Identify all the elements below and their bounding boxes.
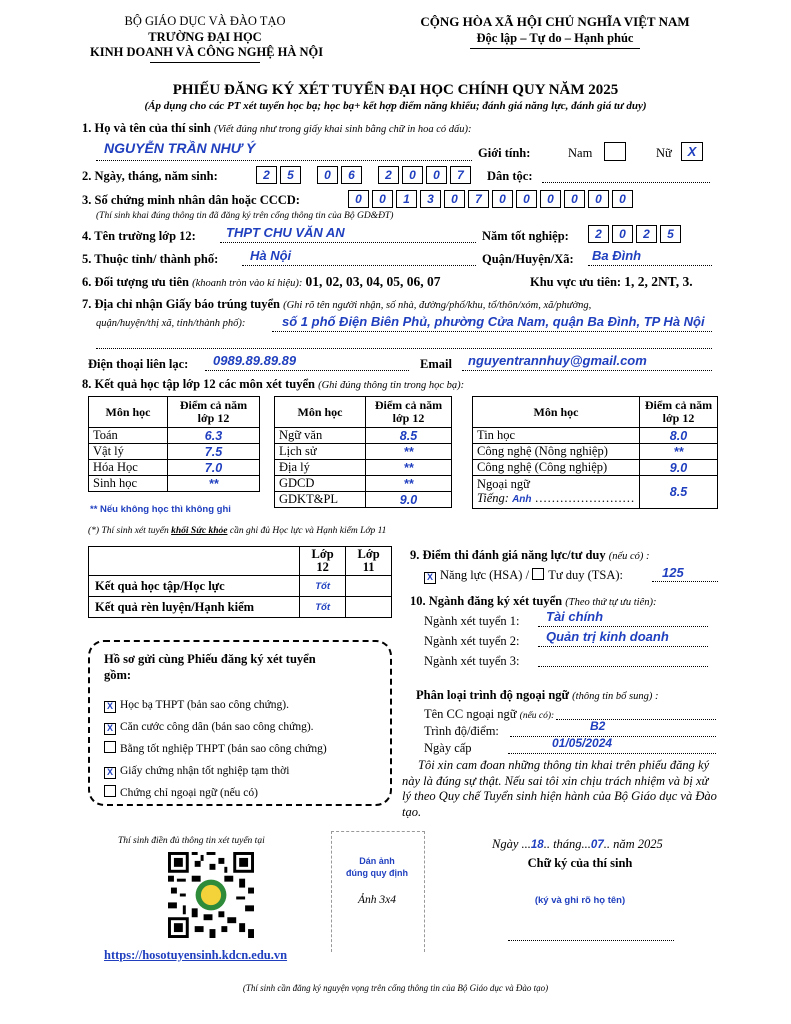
sign-title: Chữ ký của thí sinh <box>527 856 633 870</box>
grad-year-label: Năm tốt nghiệp: <box>482 229 569 243</box>
table-row: Kết quả học tập/Học lực Tốt <box>89 576 392 597</box>
table-row: GDKT&PL 9.0 <box>275 492 452 508</box>
id-note: (Thí sinh khai đúng thông tin đã đăng ký trên cổng thông tin của Bộ GD&ĐT) <box>96 211 394 221</box>
lang-cc-field[interactable] <box>556 708 716 720</box>
phone-field[interactable] <box>205 353 409 371</box>
grades-heading: 8. Kết quả học tập lớp 12 các môn xét tuyển (Ghi đúng thông tin trong học bạ): <box>82 377 465 391</box>
form-subtitle: (Áp dụng cho các PT xét tuyển học bạ; học bạ+ kết hợp điểm năng khiếu; đánh giá năng lực, đánh giá tư duy) <box>144 100 647 112</box>
photo-label-2: đúng quy định <box>346 868 408 878</box>
major1-field[interactable] <box>538 609 708 627</box>
id-digit: 0 <box>540 190 561 208</box>
gender-label: Giới tính: <box>478 146 531 160</box>
grad-digit: 2 <box>636 225 657 243</box>
table-row: Địa lý ** <box>275 460 452 476</box>
district-value: Ba Đình <box>592 248 642 263</box>
female-checkbox[interactable]: X <box>681 142 703 161</box>
qr-code-icon[interactable] <box>168 852 254 938</box>
list-item[interactable]: X Giấy chứng nhận tốt nghiệp tạm thời <box>104 760 327 782</box>
q9-score-value: 125 <box>662 565 684 580</box>
grad-digit: 0 <box>612 225 633 243</box>
table-row: Vật lý 7.5 <box>89 444 260 460</box>
table-row: Tin học 8.0 <box>473 428 718 444</box>
table-row: Ngoại ngữ Tiếng: Anh …………………… 8.5 <box>473 476 718 509</box>
email-label: Email <box>420 357 452 371</box>
table-row: Công nghệ (Nông nghiệp) ** <box>473 444 718 460</box>
full-name-value: NGUYỄN TRẦN NHƯ Ý <box>104 140 256 156</box>
table-row: Toán 6.3 <box>89 428 260 444</box>
province-value: Hà Nội <box>250 248 292 263</box>
lang-heading: Phân loại trình độ ngoại ngữ (thông tin bổ sung) : <box>416 688 659 702</box>
dob-digit: 2 <box>256 166 277 184</box>
tsa-checkbox[interactable] <box>532 568 544 580</box>
major2-field[interactable] <box>538 629 708 647</box>
lang-date-label: Ngày cấp <box>424 741 472 755</box>
table-row: GDCD ** <box>275 476 452 492</box>
female-label: Nữ <box>656 146 672 160</box>
id-digit: 0 <box>348 190 369 208</box>
documents-title: Hồ sơ gửi cùng Phiếu đăng ký xét tuyển <box>104 652 316 666</box>
school-value: THPT CHU VĂN AN <box>226 225 345 240</box>
form-title: PHIẾU ĐĂNG KÝ XÉT TUYỂN ĐẠI HỌC CHÍNH QUY NĂM 2025 <box>172 82 619 98</box>
email-field[interactable] <box>462 353 712 371</box>
header-rule-right <box>470 48 640 49</box>
address-field-2[interactable] <box>96 338 712 349</box>
major3-field[interactable] <box>538 655 708 667</box>
q1-field[interactable] <box>96 140 472 161</box>
list-item[interactable]: X Căn cước công dân (bản sao công chứng). <box>104 716 327 738</box>
table-row: Ngữ văn 8.5 <box>275 428 452 444</box>
q10-heading: 10. Ngành đăng ký xét tuyển (Theo thứ tự ưu tiên): <box>410 594 657 608</box>
id-digit: 0 <box>612 190 633 208</box>
dob-digit: 0 <box>426 166 447 184</box>
id-digit: 0 <box>444 190 465 208</box>
address-value: số 1 phố Điện Biên Phủ, phường Cửa Nam, quận Ba Đình, TP Hà Nội <box>282 314 705 329</box>
footer-note: (Thí sinh cần đăng ký nguyện vọng trên cổng thông tin của Bộ Giáo dục và Đào tạo) <box>242 983 549 993</box>
documents-title-2: gồm: <box>104 668 132 682</box>
id-label: 3. Số chứng minh nhân dân hoặc CCCD: <box>82 193 300 207</box>
grades-footnote: ** Nếu không học thì không ghi <box>90 504 231 515</box>
signature-field[interactable] <box>508 936 674 941</box>
ethnic-field[interactable] <box>542 170 710 183</box>
district-label: Quận/Huyện/Xã: <box>482 252 574 266</box>
phone-value: 0989.89.89.89 <box>213 353 297 368</box>
col-subject: Môn học <box>89 397 168 428</box>
id-digit: 0 <box>588 190 609 208</box>
dob-digit: 6 <box>341 166 362 184</box>
address-field[interactable] <box>272 314 712 332</box>
grad-digit: 2 <box>588 225 609 243</box>
sign-note: (ký và ghi rõ họ tên) <box>534 895 626 906</box>
phone-label: Điện thoại liên lạc: <box>88 357 189 371</box>
ministry: BỘ GIÁO DỤC VÀ ĐÀO TẠO <box>124 14 286 28</box>
grad-year-boxes[interactable] <box>588 225 684 243</box>
documents-list <box>104 694 327 804</box>
q9-options: X Năng lực (HSA) / Tư duy (TSA): <box>424 568 623 584</box>
male-checkbox[interactable] <box>604 142 626 161</box>
q1-line: 1. Họ và tên của thí sinh (Viết đúng như trong giấy khai sinh bằng chữ in hoa có dấu): <box>82 121 472 135</box>
dob-digit: 0 <box>402 166 423 184</box>
grades-table-2: Môn học Điểm cả năm lớp 12 Ngữ văn 8.5 Lịch sử ** Địa lý ** GDCD ** GDKT&PL 9.0 <box>274 396 452 508</box>
dob-label: 2. Ngày, tháng, năm sinh: <box>82 169 218 183</box>
sign-date: Ngày ...18.. tháng...07.. năm 2025 <box>492 837 663 851</box>
qr-link[interactable]: https://hosotuyensinh.kdcn.edu.vn <box>104 948 288 962</box>
q9-heading: 9. Điểm thi đánh giá năng lực/tư duy (nếu có) : <box>410 548 650 562</box>
major2-label: Ngành xét tuyển 2: <box>424 634 520 648</box>
address-note2: quận/huyện/thị xã, tỉnh/thành phố): <box>96 318 246 329</box>
grades-table-3: Môn học Điểm cả năm lớp 12 Tin học 8.0 Công nghệ (Nông nghiệp) ** Công nghệ (Công nghiệp) 9.0 Ngoại ngữ Tiếng: Anh …………………… 8.5 <box>472 396 718 509</box>
major3-label: Ngành xét tuyển 3: <box>424 654 520 668</box>
photo-label-1: Dán ảnh <box>359 856 395 866</box>
photo-size: Ảnh 3x4 <box>357 894 396 906</box>
lang-level-value: B2 <box>590 719 606 733</box>
male-label: Nam <box>568 146 593 160</box>
grades-table-1 <box>88 396 260 492</box>
col-grade11: Lớp 11 <box>346 547 392 576</box>
dob-digit: 0 <box>317 166 338 184</box>
lang-cc-label: Tên CC ngoại ngữ (nếu có): <box>424 707 555 721</box>
district-field[interactable] <box>588 248 712 266</box>
conduct-table <box>88 546 392 618</box>
table-row: Công nghệ (Công nghiệp) 9.0 <box>473 460 718 476</box>
area-line: Khu vực ưu tiên: 1, 2, 2NT, 3. <box>530 274 693 289</box>
lang-level-label: Trình độ/điểm: <box>424 724 499 738</box>
major2-value: Quản trị kinh doanh <box>546 629 669 644</box>
table-row: Sinh học ** <box>89 476 260 492</box>
province-label: 5. Thuộc tỉnh/ thành phố: <box>82 252 219 266</box>
country: CỘNG HÒA XÃ HỘI CHỦ NGHĨA VIỆT NAM <box>420 14 690 29</box>
id-boxes[interactable] <box>348 190 636 208</box>
pledge-text: Tôi xin cam đoan những thông tin khai trên phiếu đăng ký này là đúng sự thật. Nếu sai tôi xin chịu trách nhiệm và bị xử lý theo Quy chế Tuyển sinh hiện hành của Bộ Giáo dục và Đào tạo. <box>402 758 717 819</box>
id-digit: 0 <box>564 190 585 208</box>
id-digit: 7 <box>468 190 489 208</box>
dob-boxes[interactable] <box>256 166 474 184</box>
ethnic-label: Dân tộc: <box>487 169 533 183</box>
id-digit: 0 <box>492 190 513 208</box>
school-label: 4. Tên trường lớp 12: <box>82 229 196 243</box>
checkbox[interactable]: X <box>104 701 116 713</box>
province-field[interactable] <box>242 248 476 266</box>
list-item[interactable]: Bằng tốt nghiệp THPT (bản sao công chứng) <box>104 738 327 760</box>
health-note: (*) Thí sinh xét tuyển khối Sức khỏe cần ghi đủ Học lực và Hạnh kiểm Lớp 11 <box>88 526 387 536</box>
id-digit: 1 <box>396 190 417 208</box>
table-row: Lịch sử ** <box>275 444 452 460</box>
checkbox[interactable]: X <box>104 723 116 735</box>
id-digit: 3 <box>420 190 441 208</box>
email-value: nguyentrannhuy@gmail.com <box>468 353 647 368</box>
id-digit: 0 <box>372 190 393 208</box>
major1-label: Ngành xét tuyển 1: <box>424 614 520 628</box>
list-item[interactable]: Chứng chỉ ngoại ngữ (nếu có) <box>104 782 327 804</box>
list-item[interactable]: X Học bạ THPT (bản sao công chứng). <box>104 694 327 716</box>
checkbox[interactable] <box>104 741 116 753</box>
motto: Độc lập – Tự do – Hạnh phúc <box>476 31 634 45</box>
hsa-checkbox[interactable]: X <box>424 572 436 584</box>
school-line2: KINH DOANH VÀ CÔNG NGHỆ HÀ NỘI <box>90 45 324 59</box>
col-grade12: Lớp 12 <box>300 547 346 576</box>
photo-box <box>331 831 425 952</box>
dob-digit: 2 <box>378 166 399 184</box>
major1-value: Tài chính <box>546 609 604 624</box>
lang-date-field[interactable] <box>508 736 716 754</box>
lang-date-value: 01/05/2024 <box>552 736 613 750</box>
address-line1: 7. Địa chỉ nhận Giấy báo trúng tuyển (Ghi rõ tên người nhận, số nhà, đường/phố/khu, tổ/thôn/xóm, xã/phường, <box>82 297 592 311</box>
lang-level-field[interactable] <box>510 719 716 737</box>
table-row: Kết quả rèn luyện/Hạnh kiểm Tốt <box>89 597 392 618</box>
q9-score-field[interactable] <box>652 565 718 582</box>
school-line1: TRƯỜNG ĐẠI HỌC <box>148 30 262 44</box>
col-score: Điểm cả năm lớp 12 <box>168 397 260 428</box>
grad-digit: 5 <box>660 225 681 243</box>
header-rule-left <box>150 62 260 63</box>
dob-digit: 7 <box>450 166 471 184</box>
school-field[interactable] <box>220 225 476 243</box>
table-row: Hóa Học 7.0 <box>89 460 260 476</box>
id-digit: 0 <box>516 190 537 208</box>
dob-digit: 5 <box>280 166 301 184</box>
priority-line: 6. Đối tượng ưu tiên (khoanh tròn vào kí hiệu): 01, 02, 03, 04, 05, 06, 07 <box>82 274 441 289</box>
qr-caption: Thí sinh điền đủ thông tin xét tuyển tại <box>118 836 265 846</box>
checkbox[interactable] <box>104 785 116 797</box>
checkbox[interactable]: X <box>104 767 116 779</box>
